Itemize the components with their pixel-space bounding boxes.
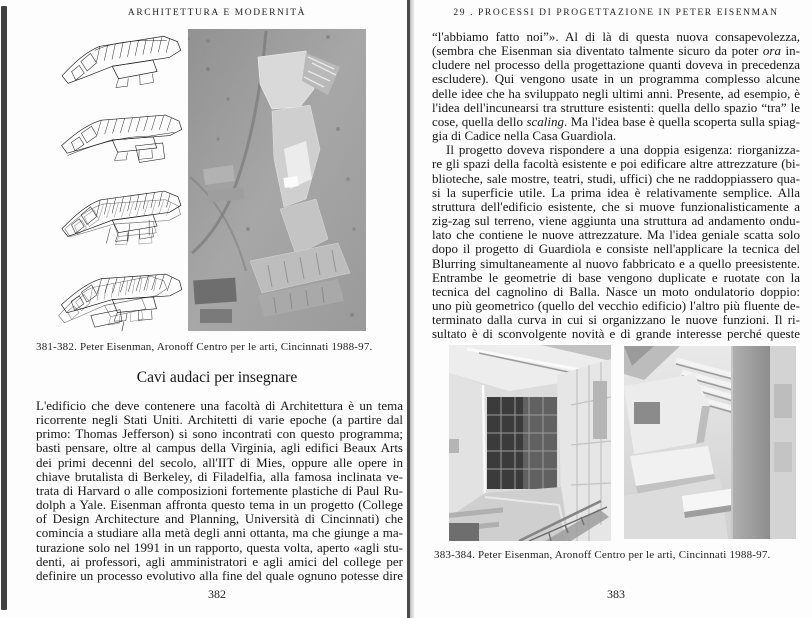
text-line: Blurring simultaneamente al nuovo fabbricato e a quello preesistente. (432, 255, 800, 271)
figure-interior-photo-right (624, 346, 796, 539)
plan-sketch-2 (52, 106, 188, 178)
text-line: comincia a studiare alla metà degli anni ottanta, ma che giunge a ma- (36, 525, 403, 541)
interior-photo-left-image (449, 345, 611, 541)
text-line: L'edificio che deve contenere una facoltà di Architettura è un tema (36, 398, 403, 413)
running-header-right: 29 . PROCESSI DI PROGETTAZIONE IN PETER EISENMAN (453, 8, 779, 18)
scan-edge-bar (1, 6, 7, 610)
text-line: chiave brutalista di Berkeley, di Filadelfia, alla famosa inclinata ve- (36, 468, 403, 484)
plan-sketch-3 (52, 184, 188, 256)
figure-model-photo (188, 29, 366, 331)
running-header-left: ARCHITETTURA E MODERNITÀ (127, 8, 307, 18)
text-line: si la superficie utile. La prima idea è relativamente semplice. Alla (432, 184, 800, 200)
plan-sketch-4 (52, 264, 188, 336)
text-line: delle idee che ha sviluppato negli ultimi anni. Presente, ad esempio, è (432, 85, 800, 101)
right-page (432, 0, 800, 618)
page-number-left: 382 (208, 587, 226, 601)
figure-caption-left: 381-382. Peter Eisenman, Aronoff Centro per le arti, Cincinnati 1988-97. (36, 341, 373, 353)
text-line: tecnica del cagnolino di Balla. Nasce un moto ondulatorio doppio: (432, 283, 800, 299)
text-line: dopo il progetto di Guardiola e consiste nell'applicare la tecnica del (432, 241, 800, 257)
text-line: blioteche, sale mostre, teatri, studi, uffici) che ne raddoppiassero qua- (432, 170, 800, 186)
text-line: (sembra che Eisenman sia diventato talmente sicuro da poter ora in- (432, 43, 800, 59)
plan-sketch-1 (52, 30, 188, 102)
body-text-left (36, 399, 403, 583)
text-line: dei primi decenni del secolo, all'IIT di Mies, oppure alle opere in (36, 454, 403, 470)
gutter-shadow (410, 0, 415, 618)
text-line: uno più geometrico (quello del vecchio edificio) l'altro più fluente de- (432, 297, 800, 313)
figure-interior-photo-left (449, 345, 611, 541)
body-text-right (432, 30, 800, 341)
text-line: turazione solo nel 1991 in un rapporto, questa volta, aperto «agli stu- (36, 539, 403, 555)
text-line: l'idea dell'incunearsi tra strutture esistenti: quella dello spazio “tra” le (432, 99, 800, 115)
interior-photo-right-image (624, 346, 796, 539)
text-line: of Design Architecture and Planning, Università di Cincinnati) che (36, 511, 403, 527)
text-line: primo: Thomas Jefferson) si sono incontrati con questo programma; (36, 426, 403, 442)
text-line: zig-zag sul terreno, viene aggiunta una struttura ad andamento ondu- (432, 213, 800, 229)
text-line: gia di Cadice nella Casa Guardiola. (432, 128, 617, 144)
text-line: struttura dell'edificio esistente, che si muove funzionalisticamente a (432, 198, 800, 214)
page-number-right: 383 (607, 587, 625, 601)
text-line: basti pensare, oltre al campus della Virginia, agli edifici Beaux Arts (36, 440, 403, 456)
left-page (28, 0, 406, 618)
text-line: sultato è di sconvolgente novità e di grande interesse perché queste (432, 326, 800, 342)
text-line: escludere). Qui vengono usate in un programma complesso alcune (432, 71, 800, 87)
text-line: trata di Harvard o alle composizioni fortemente plastiche di Paul Ru- (36, 482, 403, 498)
text-line: dolph a Yale. Eisenman affronta questo tema in un progetto (College (36, 497, 403, 513)
text-line: “l'abbiamo fatto noi”». Al di là di questa nuova consapevolezza, (432, 29, 800, 44)
text-line: Il progetto doveva rispondere a una doppia esigenza: riorganizza- (446, 142, 800, 158)
text-line: definire un processo evolutivo alla fine del quale ognuno potesse dire (36, 567, 403, 583)
text-line: Entrambe le geometrie di base vengono duplicate e ruotate con la (432, 269, 800, 285)
text-line: ricorrente negli Stati Uniti. Architetti di varie epoche (a partire dal (36, 412, 403, 428)
text-line: denti, ai professori, agli amministratori e agli amici del college per (36, 553, 403, 569)
text-line: re gli spazi della facoltà esistente e poi edificare altre attrezzature (bi- (432, 156, 800, 172)
gutter-line (407, 0, 410, 618)
section-heading: Cavi audaci per insegnare (136, 369, 298, 386)
text-line: cludere nel processo della progettazione quanti doveva in precedenza (432, 57, 800, 73)
text-line: lato che contiene le nuove attrezzature. Ma l'idea geniale scatta solo (432, 227, 800, 243)
figure-plan-sketches (52, 30, 188, 336)
figure-caption-right: 383-384. Peter Eisenman, Aronoff Centro per le arti, Cincinnati 1988-97. (434, 549, 771, 561)
text-line: terminato dalla curva in cui si organizzano le nuove funzioni. Il ri- (432, 312, 800, 328)
text-line: cose, quella dello scaling. Ma l'idea base è quella scoperta sulla spiag- (432, 113, 800, 129)
model-photo-image (188, 29, 366, 331)
